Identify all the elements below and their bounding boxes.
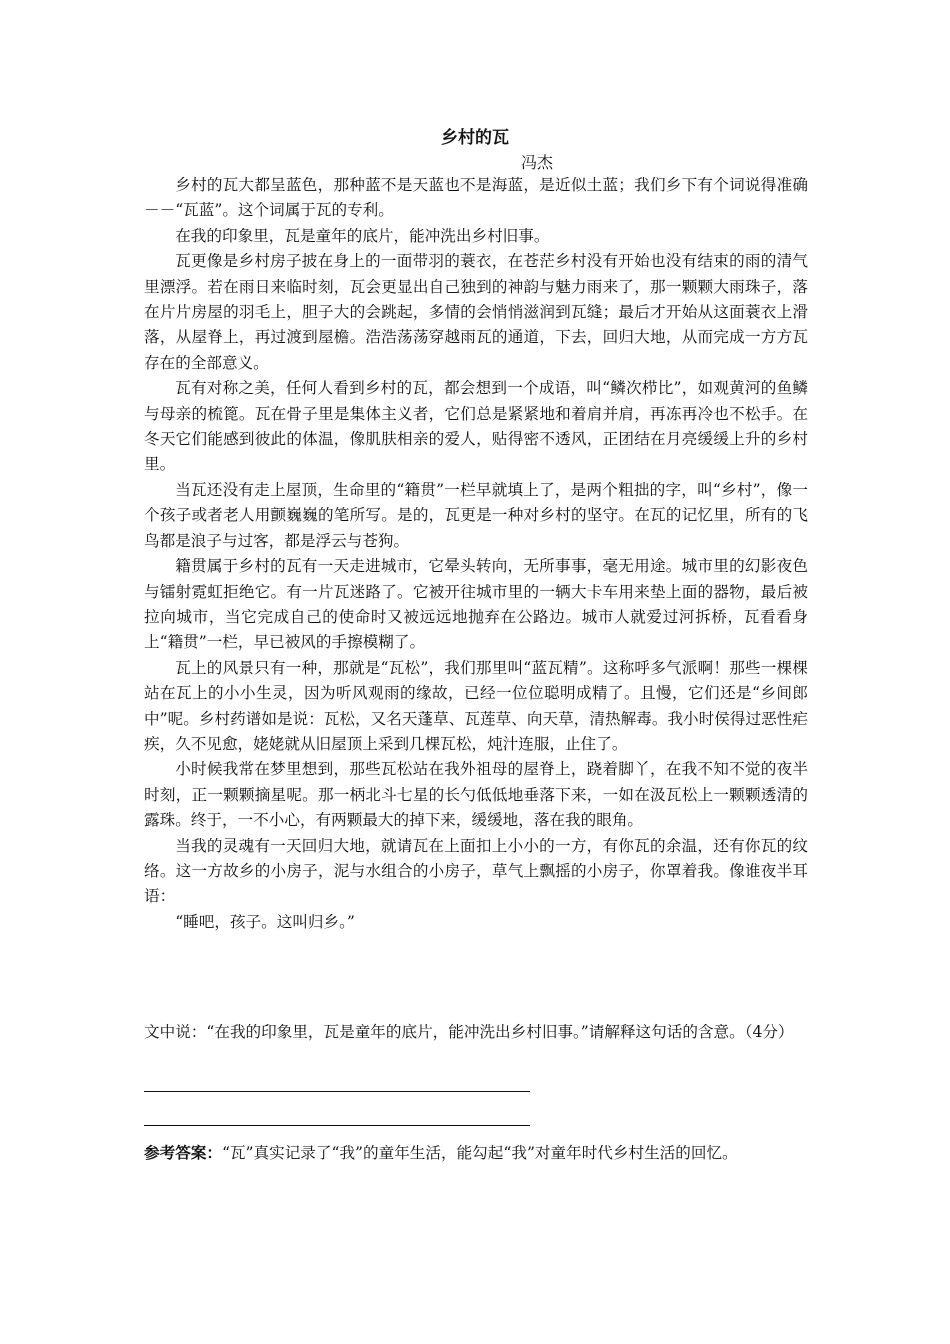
article-author: 冯杰 — [521, 153, 554, 172]
article-title: 乡村的瓦 — [441, 128, 509, 148]
paragraph: 籍贯属于乡村的瓦有一天走进城市，它晕头转向，无所事事，毫无用途。城市里的幻影夜色与镭射霓虹拒绝它。有一片瓦迷路了。它被开往城市里的一辆大卡车用来垫上面的器物，最后被拉向城市，当它完成自己的使命时又被远远地抛弃在公路边。城市人就爱过河拆桥，瓦看看身上“籍贯”一栏，早已被风的手擦模糊了。 — [144, 557, 808, 652]
paragraph: 乡村的瓦大都呈蓝色，那种蓝不是天蓝也不是海蓝，是近似土蓝；我们乡下有个词说得准确－－“瓦蓝”。这个词属于瓦的专利。 — [144, 176, 808, 220]
paragraph: 瓦更像是乡村房子披在身上的一面带羽的蓑衣，在苍茫乡村没有开始也没有结束的雨的清气里漂浮。若在雨日来临时刻，瓦会更显出自己独到的神韵与魅力雨来了，那一颗颗大雨珠子，落在片片房屋的羽毛上，胆子大的会跳起，多情的会悄悄滋润到瓦缝；最后才开始从这面蓑衣上滑落，从屋脊上，再过渡到屋檐。浩浩荡荡穿越雨瓦的通道，下去，回归大地，从而完成一方方瓦存在的全部意义。 — [144, 252, 808, 372]
reference-answer — [144, 1140, 808, 1166]
article-body — [144, 173, 808, 935]
paragraph: 瓦有对称之美，任何人看到乡村的瓦，都会想到一个成语，叫“鳞次栉比”，如观黄河的鱼鳞与母亲的梳篦。瓦在骨子里是集体主义者，它们总是紧紧地和着肩并肩，再冻再冷也不松手。在冬天它们能感到彼此的体温，像肌肤相亲的爱人，贴得密不透风，正团结在月亮缓缓上升的乡村里。 — [144, 379, 808, 474]
answer-line — [144, 1125, 530, 1126]
paragraph: 当我的灵魂有一天回归大地，就请瓦在上面扣上小小的一方，有你瓦的余温，还有你瓦的纹络。这一方故乡的小房子，泥与水组合的小房子，草气上飘摇的小房子，你罩着我。像谁夜半耳语： — [144, 836, 808, 906]
paragraph: 瓦上的风景只有一种，那就是“瓦松”，我们那里叫“蓝瓦精”。这称呼多气派啊！那些一棵棵站在瓦上的小小生灵，因为听风观雨的缘故，已经一位位聪明成精了。且慢，它们还是“乡间郎中”呢。乡村药谱如是说：瓦松，又名天蓬草、瓦莲草、向天草，清热解毒。我小时侯得过恶性疟疾，久不见愈，姥姥就从旧屋顶上采到几棵瓦松，炖汁连服，止住了。 — [144, 658, 808, 753]
paragraph: 当瓦还没有走上屋顶，生命里的“籍贯”一栏早就填上了，是两个粗拙的字，叫“乡村”，像一个孩子或者老人用颤巍巍的笔所写。是的，瓦更是一种对乡村的坚守。在瓦的记忆里，所有的飞鸟都是浪子与过客，都是浮云与苍狗。 — [144, 480, 808, 550]
answer-line — [144, 1091, 530, 1092]
answer-label: 参考答案： — [144, 1144, 222, 1162]
paragraph: 小时候我常在梦里想到，那些瓦松站在我外祖母的屋脊上，跷着脚丫，在我不知不觉的夜半时刻，正一颗颗摘星呢。那一柄北斗七星的长勺低低地垂落下来，一如在汲瓦松上一颗颗透清的露珠。终于，一不小心，有两颗最大的掉下来，缓缓地，落在我的眼角。 — [144, 760, 808, 830]
paragraph: “睡吧，孩子。这叫归乡。” — [175, 912, 355, 931]
paragraph: 在我的印象里，瓦是童年的底片，能冲洗出乡村旧事。 — [175, 226, 550, 245]
question-text: 文中说：“在我的印象里，瓦是童年的底片，能冲洗出乡村旧事。”请解释这句话的含意。（4分） — [144, 1023, 794, 1041]
answer-text: “瓦”真实记录了“我”的童年生活，能勾起“我”对童年时代乡村生活的回忆。 — [221, 1144, 738, 1162]
